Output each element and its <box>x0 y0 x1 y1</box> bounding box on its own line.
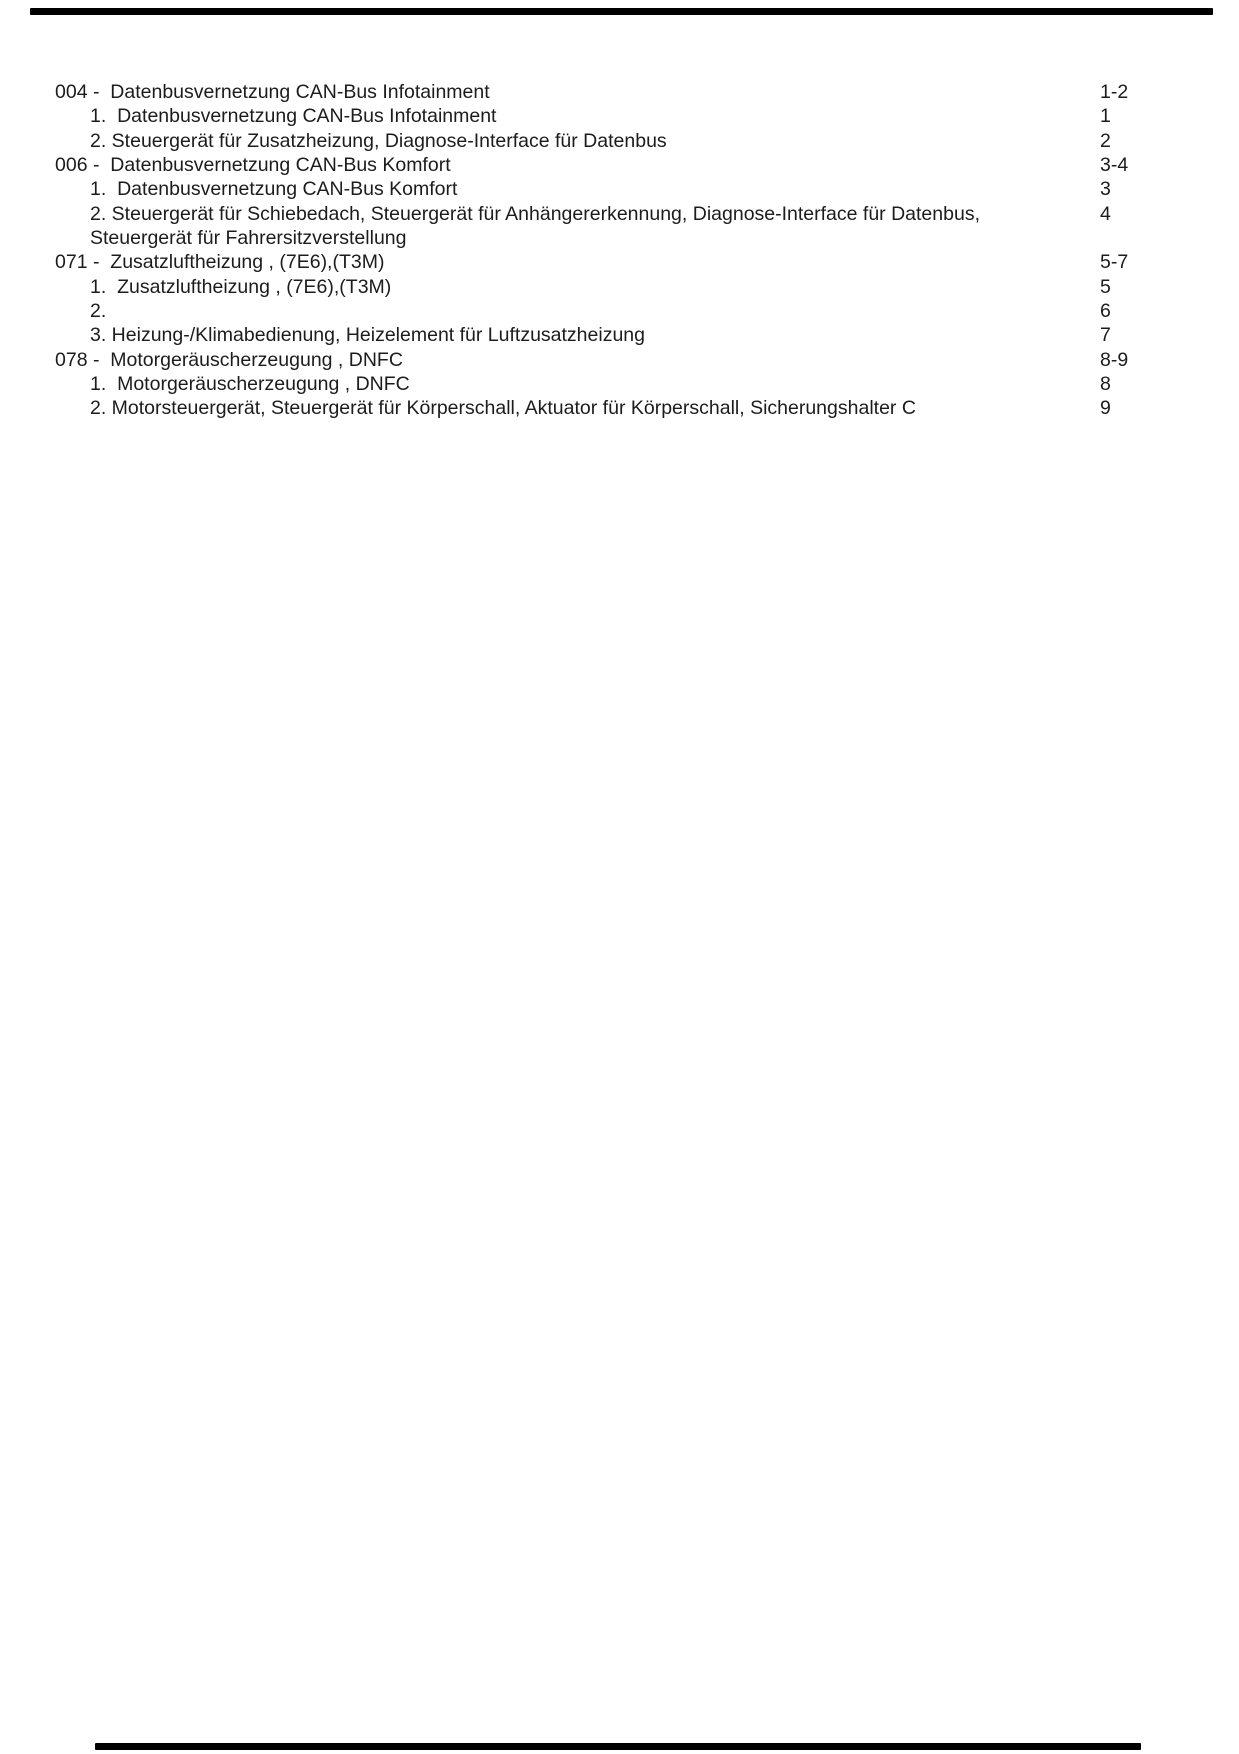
toc-page-number: 7 <box>1100 324 1111 347</box>
toc-page-number: 3-4 <box>1100 154 1129 177</box>
toc-entry-text: 071 - Zusatzluftheizung , (7E6),(T3M) <box>55 251 385 274</box>
toc-row <box>0 299 1239 323</box>
toc-page-number: 9 <box>1100 397 1111 420</box>
toc-row-continuation <box>0 226 1239 250</box>
table-of-contents <box>0 80 1239 421</box>
toc-page-number: 1-2 <box>1100 81 1129 103</box>
toc-page-number: 5-7 <box>1100 251 1129 274</box>
toc-row <box>0 275 1239 299</box>
toc-entry-text: 004 - Datenbusvernetzung CAN-Bus Infotainment <box>55 81 490 103</box>
toc-page-number: 6 <box>1100 300 1111 323</box>
toc-entry-text: 2. <box>90 300 107 323</box>
toc-entry-text: 1. Motorgeräuscherzeugung , DNFC <box>90 373 410 396</box>
toc-entry-text: 2. Steuergerät für Schiebedach, Steuergerät für Anhängererkennung, Diagnose-Interface für Datenbus, <box>90 202 980 225</box>
toc-entry-text: 2. Steuergerät für Zusatzheizung, Diagnose-Interface für Datenbus <box>90 129 667 152</box>
toc-entry-text: 3. Heizung-/Klimabedienung, Heizelement für Luftzusatzheizung <box>90 324 645 347</box>
toc-row <box>0 153 1239 177</box>
top-scan-bar <box>30 8 1213 15</box>
toc-row <box>0 323 1239 347</box>
toc-row <box>0 104 1239 128</box>
toc-row <box>0 80 1239 104</box>
toc-page-number: 4 <box>1100 202 1111 225</box>
toc-row <box>0 348 1239 372</box>
toc-entry-text: 006 - Datenbusvernetzung CAN-Bus Komfort <box>55 154 451 177</box>
toc-row <box>0 177 1239 201</box>
bottom-scan-bar <box>95 1743 1141 1750</box>
toc-entry-text: 1. Zusatzluftheizung , (7E6),(T3M) <box>90 275 392 298</box>
toc-entry-text: 1. Datenbusvernetzung CAN-Bus Komfort <box>90 178 458 201</box>
toc-page-number: 2 <box>1100 129 1111 152</box>
toc-row <box>0 396 1239 420</box>
toc-page-number: 8-9 <box>1100 348 1129 371</box>
toc-row <box>0 129 1239 153</box>
toc-row <box>0 372 1239 396</box>
toc-entry-text: 2. Motorsteuergerät, Steuergerät für Körperschall, Aktuator für Körperschall, Sicherungshalter C <box>90 397 916 420</box>
toc-page-number: 5 <box>1100 275 1111 298</box>
toc-entry-text: 078 - Motorgeräuscherzeugung , DNFC <box>55 348 403 371</box>
toc-row <box>0 202 1239 226</box>
toc-page-number: 8 <box>1100 373 1111 396</box>
toc-row <box>0 250 1239 274</box>
toc-entry-text: 1. Datenbusvernetzung CAN-Bus Infotainment <box>90 105 497 128</box>
toc-page-number: 3 <box>1100 178 1111 201</box>
toc-page-number: 1 <box>1100 105 1111 128</box>
toc-entry-text: Steuergerät für Fahrersitzverstellung <box>90 227 407 250</box>
